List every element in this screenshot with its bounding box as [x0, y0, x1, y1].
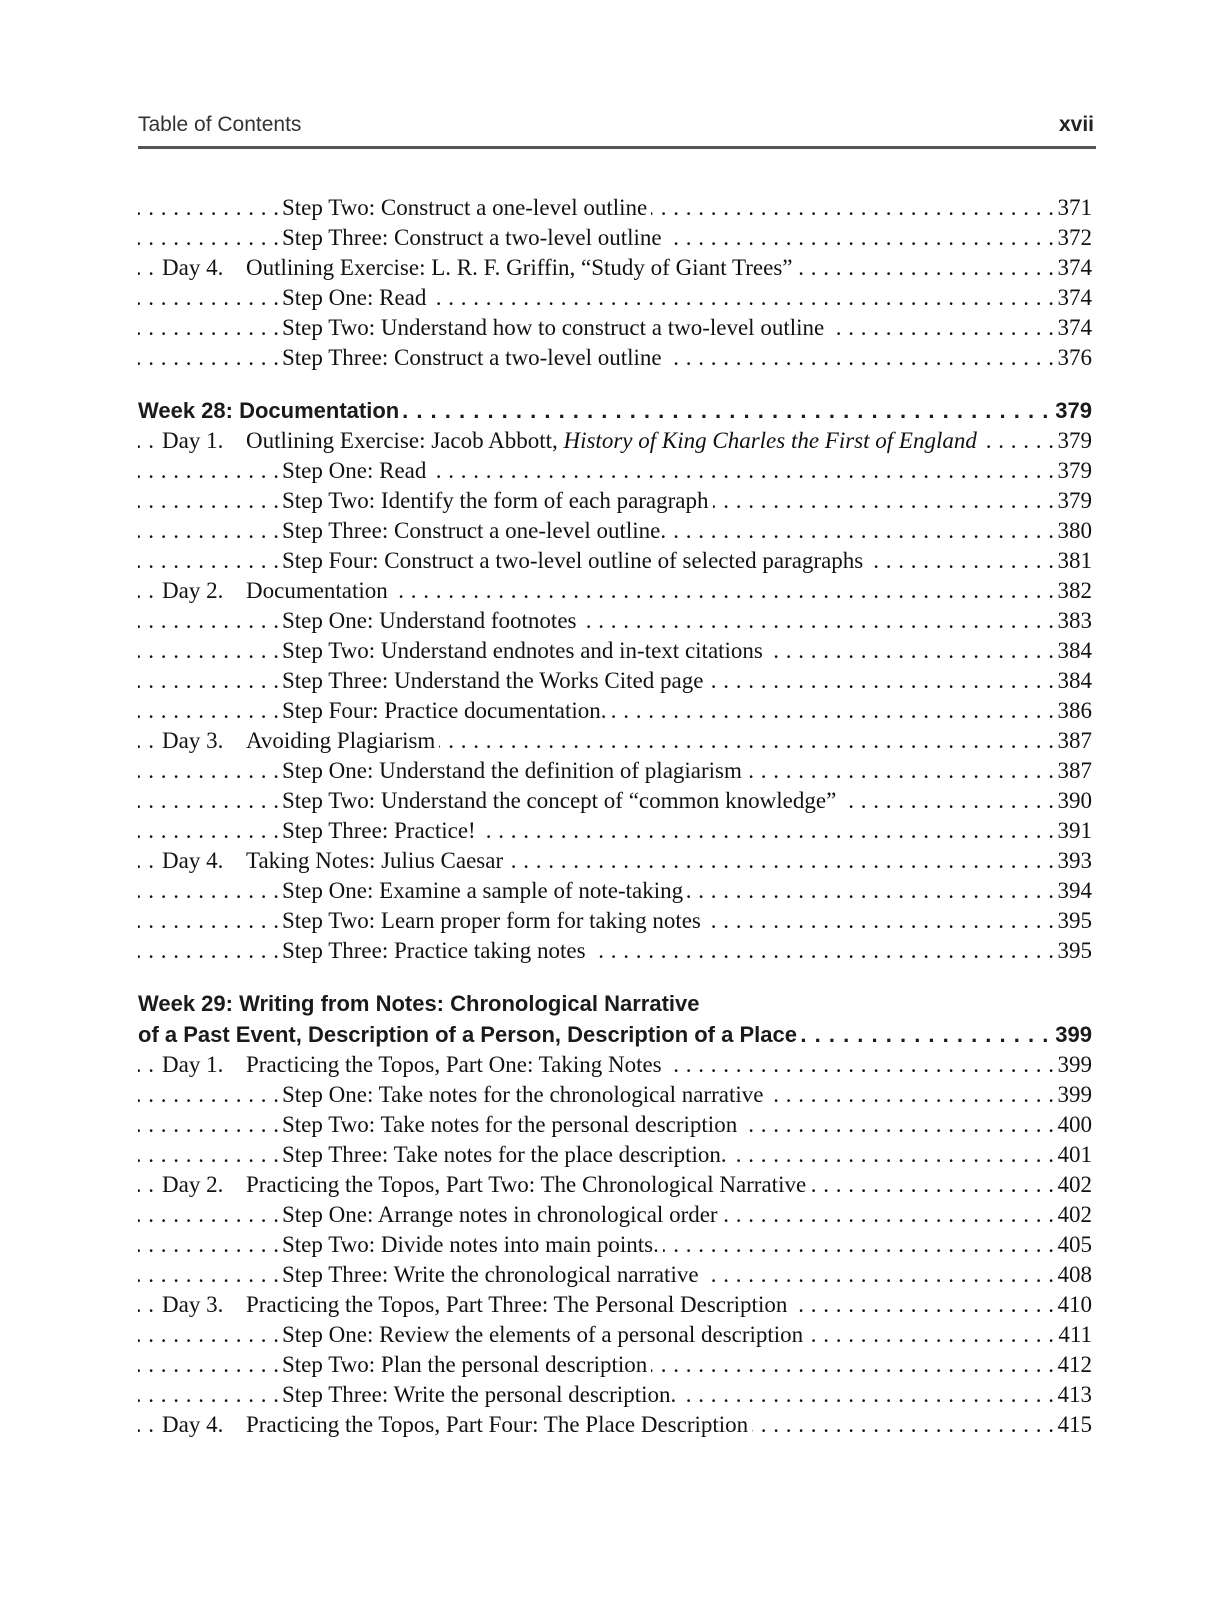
toc-step-entry[interactable]: . . . Step Two: Understand endnotes and in-text citations 384 — [138, 636, 1092, 666]
table-of-contents — [138, 193, 1092, 1440]
toc-step-entry[interactable]: . . . Step Two: Understand the concept of “common knowledge” 390 — [138, 786, 1092, 816]
toc-step-entry[interactable]: . . . Step Three: Practice! 391 — [138, 816, 1092, 846]
toc-step-entry[interactable]: . . . Step Three: Construct a two-level outline 376 — [138, 343, 1092, 373]
toc-day-entry[interactable]: . . . Day 3. Practicing the Topos, Part Three: The Personal Description 410 — [138, 1290, 1092, 1320]
toc-day-entry[interactable]: . . . Day 3. Avoiding Plagiarism 387 — [138, 726, 1092, 756]
toc-day-entry[interactable]: . . . Day 4. Outlining Exercise: L. R. F. Griffin, “Study of Giant Trees” 374 — [138, 253, 1092, 283]
toc-step-entry[interactable]: . . . Step One: Take notes for the chronological narrative 399 — [138, 1080, 1092, 1110]
toc-step-entry[interactable]: . . . Step Two: Divide notes into main points. 405 — [138, 1230, 1092, 1260]
running-header — [138, 112, 1096, 149]
toc-step-entry[interactable]: . . . Step Three: Construct a one-level outline. 380 — [138, 516, 1092, 546]
toc-step-entry[interactable]: . . . Step Two: Understand how to construct a two-level outline 374 — [138, 313, 1092, 343]
header-page-number: xvii — [1058, 113, 1094, 136]
toc-week-28-heading[interactable]: . . . Week 28: Documentation 379 — [138, 395, 1092, 426]
toc-step-entry[interactable]: . . . Step Two: Identify the form of each paragraph 379 — [138, 486, 1092, 516]
toc-day-entry[interactable]: . . . Day 1. Practicing the Topos, Part One: Taking Notes 399 — [138, 1050, 1092, 1080]
toc-day-entry[interactable]: . . . Day 4. Taking Notes: Julius Caesar 393 — [138, 846, 1092, 876]
toc-step-entry[interactable]: . . . Step One: Read 379 — [138, 456, 1092, 486]
header-title: Table of Contents — [138, 113, 302, 136]
toc-week-29-heading-line2[interactable]: . . . of a Past Event, Description of a Person, Description of a Place 399 — [138, 1019, 1092, 1050]
toc-step-entry[interactable]: . . . Step Four: Practice documentation. 386 — [138, 696, 1092, 726]
toc-step-entry[interactable]: . . . Step Three: Understand the Works Cited page 384 — [138, 666, 1092, 696]
toc-step-entry[interactable]: . . . Step One: Review the elements of a personal description 411 — [138, 1320, 1092, 1350]
toc-day-entry[interactable]: . . . Day 4. Practicing the Topos, Part Four: The Place Description 415 — [138, 1410, 1092, 1440]
toc-day-entry[interactable]: . . . Day 2. Practicing the Topos, Part Two: The Chronological Narrative 402 — [138, 1170, 1092, 1200]
toc-step-entry[interactable]: . . . Step Three: Take notes for the place description. 401 — [138, 1140, 1092, 1170]
toc-step-entry[interactable]: . . . Step One: Read 374 — [138, 283, 1092, 313]
toc-step-entry[interactable]: . . . Step One: Examine a sample of note-taking 394 — [138, 876, 1092, 906]
toc-step-entry[interactable]: . . . Step Two: Plan the personal description 412 — [138, 1350, 1092, 1380]
toc-step-entry[interactable]: . . . Step One: Understand footnotes 383 — [138, 606, 1092, 636]
toc-step-entry[interactable]: . . . Step Two: Construct a one-level outline 371 — [138, 193, 1092, 223]
toc-step-entry[interactable]: . . . Step Three: Write the personal description. 413 — [138, 1380, 1092, 1410]
toc-step-entry[interactable]: . . . Step Four: Construct a two-level outline of selected paragraphs 381 — [138, 546, 1092, 576]
toc-step-entry[interactable]: . . . Step Three: Write the chronological narrative 408 — [138, 1260, 1092, 1290]
toc-step-entry[interactable]: . . . Step Two: Take notes for the personal description 400 — [138, 1110, 1092, 1140]
toc-step-entry[interactable]: . . . Step Three: Construct a two-level outline 372 — [138, 223, 1092, 253]
toc-step-entry[interactable]: . . . Step One: Arrange notes in chronological order 402 — [138, 1200, 1092, 1230]
toc-step-entry[interactable]: . . . Step One: Understand the definition of plagiarism 387 — [138, 756, 1092, 786]
toc-step-entry[interactable]: . . . Step Two: Learn proper form for taking notes 395 — [138, 906, 1092, 936]
toc-step-entry[interactable]: . . . Step Three: Practice taking notes 395 — [138, 936, 1092, 966]
toc-week-29-heading-line1[interactable]: Week 29: Writing from Notes: Chronological Narrative — [138, 988, 1092, 1019]
toc-day-entry[interactable]: . . . Day 1. Outlining Exercise: Jacob Abbott, History of King Charles the First of England 379 — [138, 426, 1092, 456]
toc-day-entry[interactable]: . . . Day 2. Documentation 382 — [138, 576, 1092, 606]
